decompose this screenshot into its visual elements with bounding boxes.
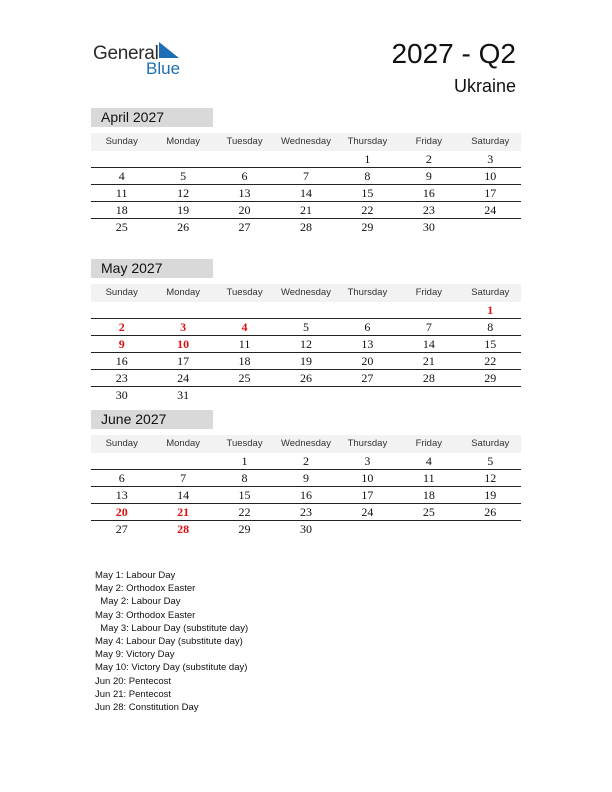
day-cell: 1: [364, 152, 371, 166]
holiday-item: Jun 20: Pentecost: [95, 675, 172, 687]
weekday-label: Saturday: [471, 287, 510, 298]
logo-triangle-icon: [159, 42, 181, 60]
day-cell: 12: [177, 186, 190, 200]
day-cell: 27: [115, 522, 128, 536]
day-cell: 29: [484, 371, 497, 385]
day-cell: [214, 387, 275, 403]
day-cell: 25: [238, 371, 251, 385]
month-title: June 2027: [91, 410, 213, 429]
week-row: [91, 387, 521, 403]
month-april: [91, 108, 521, 235]
day-cell: 29: [238, 522, 251, 536]
holiday-item: Jun 21: Pentecost: [95, 688, 172, 700]
holiday-item: May 2: Orthodox Easter: [95, 583, 196, 595]
holiday-day-cell: 1: [487, 303, 494, 317]
day-cell: 22: [361, 203, 374, 217]
day-cell: [214, 151, 275, 167]
day-cell: 17: [177, 354, 190, 368]
weekday-header: [91, 133, 521, 151]
weekday-label: Wednesday: [280, 136, 331, 147]
day-cell: 31: [177, 388, 190, 402]
day-cell: [460, 219, 521, 235]
day-cell: 23: [422, 203, 435, 217]
weekday-label: Monday: [166, 287, 201, 298]
day-cell: 21: [299, 203, 312, 217]
day-cell: 7: [180, 471, 187, 485]
weekday-label: Friday: [415, 287, 443, 298]
weekday-label: Sunday: [105, 438, 138, 449]
day-cell: 20: [361, 354, 374, 368]
day-cell: 10: [484, 169, 497, 183]
day-cell: 14: [422, 337, 435, 351]
day-cell: 24: [177, 371, 190, 385]
day-cell: 12: [484, 471, 497, 485]
day-cell: 2: [302, 454, 309, 468]
day-cell: 1: [241, 454, 248, 468]
day-cell: 30: [299, 522, 312, 536]
day-cell: [275, 151, 336, 167]
weekday-label: Sunday: [105, 287, 138, 298]
day-cell: 14: [177, 488, 190, 502]
day-cell: 15: [361, 186, 374, 200]
weekday-header: [91, 284, 521, 302]
day-cell: 24: [484, 203, 497, 217]
day-cell: 5: [487, 454, 494, 468]
holiday-day-cell: 20: [115, 505, 128, 519]
week-row: [91, 521, 521, 537]
day-cell: 17: [361, 488, 374, 502]
day-cell: [91, 302, 152, 318]
day-cell: 16: [299, 488, 312, 502]
holiday-item: May 9: Victory Day: [95, 649, 175, 661]
weekday-label: Thursday: [347, 287, 388, 298]
day-cell: 23: [299, 505, 312, 519]
weekday-header: [91, 435, 521, 453]
day-cell: [152, 302, 213, 318]
day-cell: 7: [302, 169, 309, 183]
day-cell: 4: [425, 454, 432, 468]
month-may: [91, 259, 521, 403]
day-cell: 6: [241, 169, 248, 183]
holiday-day-cell: 21: [177, 505, 190, 519]
day-cell: [398, 387, 459, 403]
day-cell: 5: [180, 169, 187, 183]
month-june: [91, 410, 521, 537]
day-cell: [275, 387, 336, 403]
week-row: [91, 470, 521, 487]
day-cell: [152, 151, 213, 167]
day-cell: 5: [302, 320, 309, 334]
day-grid: [91, 151, 521, 235]
day-cell: [398, 302, 459, 318]
day-cell: 24: [361, 505, 374, 519]
day-cell: 9: [302, 471, 309, 485]
day-cell: 15: [484, 337, 497, 351]
day-cell: 11: [238, 337, 251, 351]
weekday-label: Sunday: [105, 136, 138, 147]
weekday-label: Tuesday: [226, 287, 263, 298]
day-cell: 26: [177, 220, 190, 234]
day-cell: [337, 521, 398, 537]
day-cell: 13: [115, 488, 128, 502]
brand-logo: [93, 40, 193, 80]
day-cell: 26: [299, 371, 312, 385]
day-cell: 3: [364, 454, 371, 468]
weekday-label: Wednesday: [280, 438, 331, 449]
weekday-label: Tuesday: [226, 136, 263, 147]
holiday-day-cell: 4: [241, 320, 248, 334]
holiday-item: May 1: Labour Day: [95, 570, 176, 581]
day-cell: [337, 387, 398, 403]
weekday-label: Monday: [166, 136, 201, 147]
holiday-day-cell: 9: [118, 337, 125, 351]
day-cell: 17: [484, 186, 497, 200]
day-cell: 28: [422, 371, 435, 385]
day-cell: 25: [422, 505, 435, 519]
day-cell: 10: [361, 471, 374, 485]
weekday-label: Saturday: [471, 438, 510, 449]
day-cell: 27: [361, 371, 374, 385]
week-row: [91, 453, 521, 470]
day-cell: 18: [115, 203, 128, 217]
day-cell: 18: [422, 488, 435, 502]
week-row: [91, 370, 521, 387]
day-cell: 11: [115, 186, 128, 200]
day-cell: 25: [115, 220, 128, 234]
day-cell: 12: [299, 337, 312, 351]
page-title: 2027 - Q2: [391, 38, 516, 69]
weekday-label: Friday: [415, 136, 443, 147]
day-cell: 16: [115, 354, 128, 368]
day-cell: 22: [484, 354, 497, 368]
day-cell: 15: [238, 488, 251, 502]
weekday-label: Thursday: [347, 438, 388, 449]
day-cell: 20: [238, 203, 251, 217]
day-cell: 16: [422, 186, 435, 200]
weekday-label: Friday: [415, 438, 443, 449]
day-cell: [214, 302, 275, 318]
weekday-label: Wednesday: [280, 287, 331, 298]
day-cell: 2: [425, 152, 432, 166]
weekday-label: Thursday: [347, 136, 388, 147]
country-label: Ukraine: [453, 76, 516, 96]
holiday-list: [95, 569, 248, 714]
day-cell: [398, 521, 459, 537]
day-cell: 30: [115, 388, 128, 402]
weekday-label: Tuesday: [226, 438, 263, 449]
week-row: [91, 302, 521, 319]
holiday-day-cell: 28: [177, 522, 190, 536]
day-cell: 22: [238, 505, 251, 519]
week-row: [91, 504, 521, 521]
day-cell: 4: [118, 169, 125, 183]
holiday-item: May 3: Orthodox Easter: [95, 609, 196, 621]
logo-text-general: General: [93, 43, 159, 64]
day-cell: [275, 302, 336, 318]
day-cell: [91, 453, 152, 469]
week-row: [91, 185, 521, 202]
day-cell: 6: [118, 471, 125, 485]
day-cell: 29: [361, 220, 374, 234]
holiday-item: May 2: Labour Day: [95, 596, 181, 608]
day-grid: [91, 453, 521, 537]
day-cell: 3: [487, 152, 494, 166]
holiday-item: May 10: Victory Day (substitute day): [95, 662, 248, 674]
day-cell: 8: [364, 169, 371, 183]
day-cell: 19: [177, 203, 190, 217]
week-row: [91, 319, 521, 336]
day-cell: [152, 453, 213, 469]
day-cell: 9: [425, 169, 432, 183]
holiday-item: May 4: Labour Day (substitute day): [95, 636, 243, 648]
week-row: [91, 168, 521, 185]
week-row: [91, 219, 521, 235]
day-cell: 6: [364, 320, 371, 334]
holiday-item: May 3: Labour Day (substitute day): [95, 622, 249, 634]
holiday-item: Jun 28: Constitution Day: [95, 702, 199, 714]
day-cell: 14: [299, 186, 312, 200]
day-cell: 13: [238, 186, 251, 200]
holiday-day-cell: 3: [180, 320, 187, 334]
week-row: [91, 151, 521, 168]
day-cell: 7: [425, 320, 432, 334]
day-cell: [460, 521, 521, 537]
week-row: [91, 353, 521, 370]
day-cell: 18: [238, 354, 251, 368]
holiday-day-cell: 10: [177, 337, 190, 351]
day-cell: [337, 302, 398, 318]
month-title: April 2027: [91, 108, 213, 127]
day-cell: 11: [423, 471, 435, 485]
day-grid: [91, 302, 521, 403]
day-cell: 26: [484, 505, 497, 519]
day-cell: 19: [299, 354, 312, 368]
day-cell: [91, 151, 152, 167]
day-cell: 23: [115, 371, 128, 385]
day-cell: 8: [487, 320, 494, 334]
weekday-label: Saturday: [471, 136, 510, 147]
day-cell: 27: [238, 220, 251, 234]
holiday-day-cell: 2: [118, 320, 125, 334]
weekday-label: Monday: [166, 438, 201, 449]
week-row: [91, 487, 521, 504]
week-row: [91, 202, 521, 219]
day-cell: 21: [422, 354, 435, 368]
day-cell: 8: [241, 471, 248, 485]
day-cell: 19: [484, 488, 497, 502]
month-title: May 2027: [91, 259, 213, 278]
logo-text-blue: Blue: [146, 59, 181, 78]
day-cell: [460, 387, 521, 403]
day-cell: 30: [422, 220, 435, 234]
day-cell: 13: [361, 337, 374, 351]
week-row: [91, 336, 521, 353]
day-cell: 28: [299, 220, 312, 234]
